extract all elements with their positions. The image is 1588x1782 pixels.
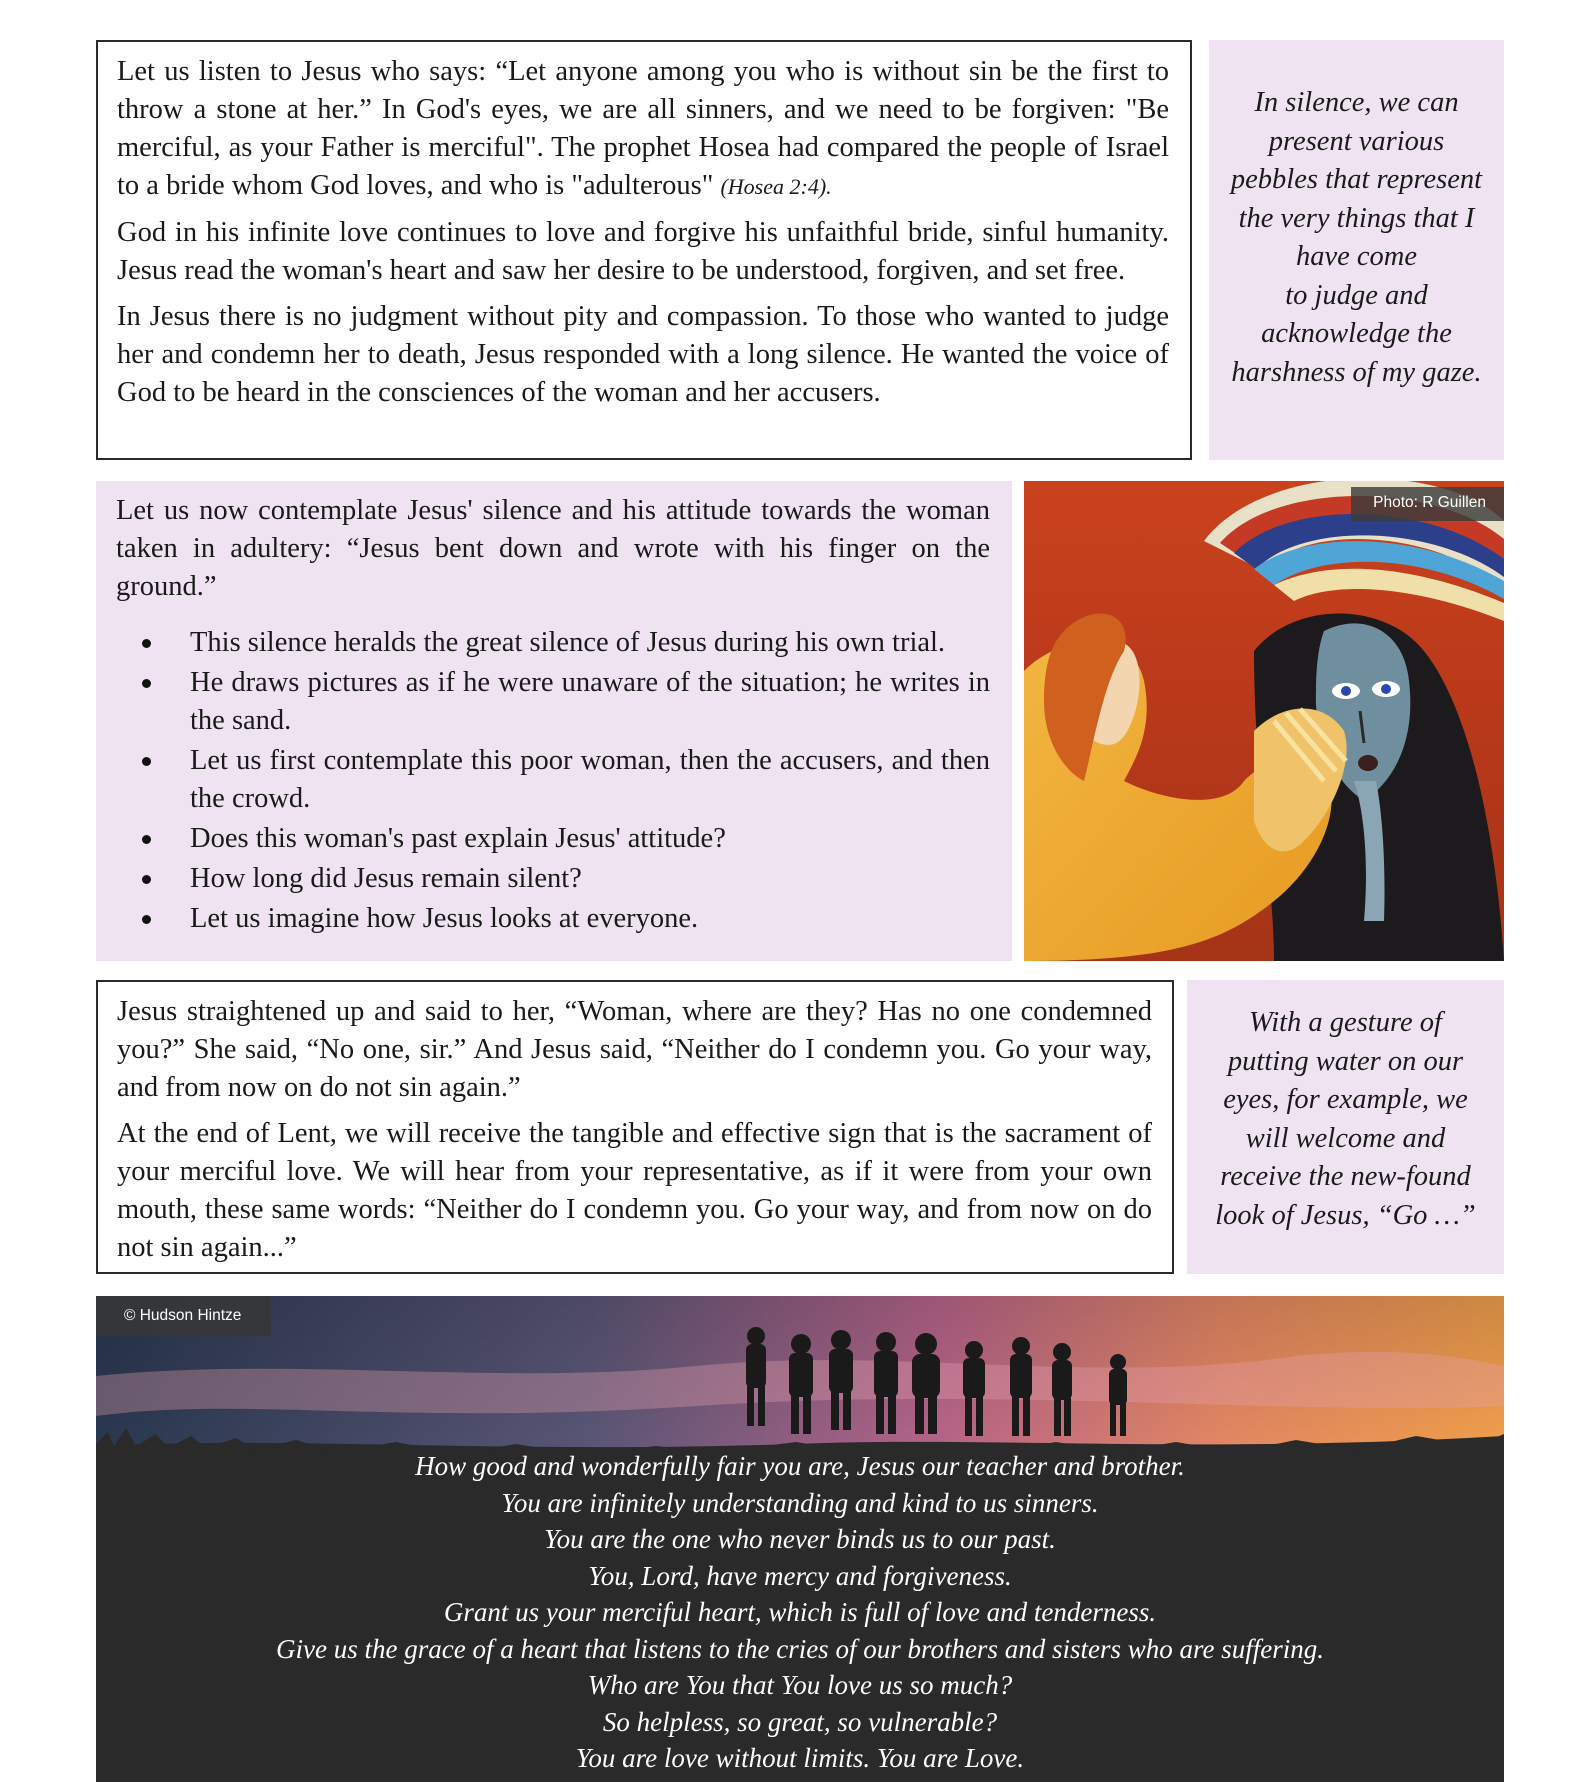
image-credit: © Hudson Hintze	[96, 1296, 271, 1336]
prayer-line: So helpless, so great, so vulnerable?	[602, 1706, 998, 1737]
painting-illustration	[1024, 481, 1504, 961]
paragraph-2: God in his infinite love continues to love and forgive his unfaithful bride, sinful humanity. Jesus read the woman's heart and saw her desire to be understood, forgiven, and set free.	[117, 217, 1169, 286]
list-item: Let us first contemplate this poor woman, then the accusers, and then the crowd.	[116, 742, 990, 818]
bullet-icon	[142, 757, 151, 766]
bullet-icon	[142, 875, 151, 884]
prayer-banner	[96, 1296, 1504, 1782]
side-note-2	[1187, 980, 1504, 1274]
contemplation-panel	[96, 481, 1012, 961]
painting-image	[1024, 481, 1504, 961]
side-note-1	[1209, 40, 1504, 460]
contemplation-intro: Let us now contemplate Jesus' silence and his attitude towards the woman taken in adultery: “Jesus bent down and wrote with his finger on the ground.”	[116, 495, 990, 602]
prayer-line: You are love without limits. You are Love.	[575, 1743, 1025, 1773]
prayer-line: Grant us your merciful heart, which is full of love and tenderness.	[443, 1597, 1157, 1627]
paragraph-3: In Jesus there is no judgment without pity and compassion. To those who wanted to judge her and condemn her to death, Jesus responded with a long silence. He wanted the voice of God to be heard in the consciences of the woman and her accusers.	[117, 301, 1169, 408]
prayer-line: You are the one who never binds us to our past.	[544, 1524, 1056, 1554]
reflection-box-1	[96, 40, 1192, 460]
prayer-line: How good and wonderfully fair you are, Jesus our teacher and brother.	[415, 1451, 1185, 1481]
list-item: How long did Jesus remain silent?	[116, 860, 990, 898]
bullet-icon	[142, 679, 151, 688]
prayer-line: You, Lord, have mercy and forgiveness.	[588, 1560, 1012, 1591]
prayer-line: You are infinitely understanding and kind to us sinners.	[501, 1487, 1099, 1518]
prayer-line: Who are You that You love us so much?	[587, 1670, 1013, 1700]
paragraph-1: Let us listen to Jesus who says: “Let anyone among you who is without sin be the first to throw a stone at her.” In God's eyes, we are all sinners, and we need to be forgiven: "Be merciful, as your Father is merciful". The prophet Hosea had compared the people of Israel to a bride whom God loves, and who is "adulterous" (Hosea 2:4).	[117, 56, 1169, 201]
side-note-2-text: With a gesture of putting water on our eyes, for example, we will welcome and receive the new-found look of Jesus, “Go …”	[1215, 1007, 1476, 1231]
list-item: This silence heralds the great silence of Jesus during his own trial.	[116, 624, 990, 662]
photo-credit: Photo: R Guillen	[1351, 487, 1504, 521]
scripture-reference: (Hosea 2:4).	[720, 174, 832, 199]
bullet-icon	[142, 639, 151, 648]
list-item: He draws pictures as if he were unaware of the situation; he writes in the sand.	[116, 664, 990, 740]
bullet-icon	[142, 915, 151, 924]
reflection-box-2	[96, 980, 1174, 1274]
bullet-icon	[142, 835, 151, 844]
paragraph-5: At the end of Lent, we will receive the tangible and effective sign that is the sacrament of your merciful love. We will hear from your representative, as if it were from your own mouth, these same words: “Neither do I condemn you. Go your way, and from now on do not sin again...”	[117, 1118, 1152, 1263]
paragraph-4: Jesus straightened up and said to her, “Woman, where are they? Has no one condemned you?” She said, “No one, sir.” And Jesus said, “Neither do I condemn you. Go your way, and from now on do not sin again.”	[117, 996, 1152, 1103]
list-item: Does this woman's past explain Jesus' attitude?	[116, 820, 990, 858]
prayer-line: Give us the grace of a heart that listens to the cries of our brothers and sisters who are suffering.	[276, 1633, 1324, 1664]
list-item: Let us imagine how Jesus looks at everyone.	[116, 900, 990, 938]
contemplation-list	[116, 624, 990, 938]
side-note-1-text: In silence, we can present various pebbles that represent the very things that I have come to judge and acknowledge the harshness of my gaze.	[1230, 87, 1483, 388]
prayer-text	[96, 1448, 1504, 1777]
